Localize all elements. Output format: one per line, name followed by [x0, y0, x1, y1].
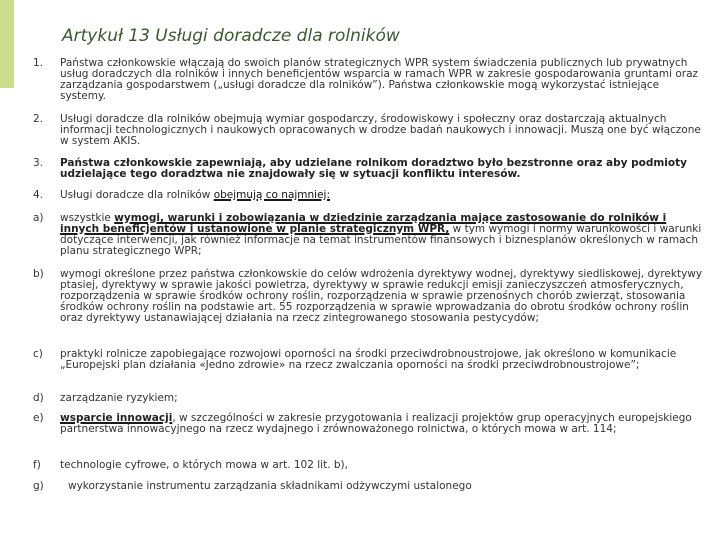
page-title: Artykuł 13 Usługi doradcze dla rolników — [62, 26, 400, 46]
paragraph-number: d) — [33, 392, 44, 404]
paragraph-text: wykorzystanie instrumentu zarządzania składnikami odżywczymi ustalonego — [68, 480, 472, 492]
paragraph-b — [33, 269, 703, 324]
paragraph-3 — [33, 158, 703, 180]
paragraph-text: wszystkie wymogi, warunki i zobowiązania w dziedzinie zarządzania mające zastosowanie do rolników i innych beneficjentów i ustanowione w planie strategicznym WPR, w tym wymogi i normy warunkowości i warunki dotyczące interwencji, jak również informacje na temat instrumentów finansowych i biznesplanów określonych w ramach planu strategicznego WPR; — [60, 212, 702, 257]
paragraph-number: 3. — [33, 157, 44, 169]
underlined-phrase: wsparcie innowacji — [60, 412, 173, 424]
paragraph-number: 1. — [33, 57, 44, 69]
paragraph-number: 4. — [33, 189, 44, 201]
paragraph-text: technologie cyfrowe, o których mowa w art. 102 lit. b), — [60, 459, 348, 471]
paragraph-2 — [33, 114, 703, 147]
paragraph-text: Państwa członkowskie włączają do swoich planów strategicznych WPR system świadczenia publicznych lub prywatnych usług doradczych dla rolników i innych beneficjentów wsparcia w ramach WPR w zakresie gospodarowania gruntami oraz zarządzania gospodarstwem („usługi doradcze dla rolników”). Państwa członkowskie mogą wykorzystać istniejące systemy. — [60, 57, 699, 102]
paragraph-number: b) — [33, 268, 44, 280]
paragraph-c — [33, 349, 703, 371]
underlined-phrase: obejmują co najmniej: — [213, 189, 331, 201]
paragraph-text: wsparcie innowacji, w szczególności w zakresie przygotowania i realizacji projektów grup operacyjnych europejskiego partnerstwa innowacyjnego na rzecz wydajnego i zrównoważonego rolnictwa, o których mowa w art. 114; — [60, 412, 692, 435]
decorative-bar — [0, 0, 14, 88]
paragraph-a — [33, 213, 703, 257]
paragraph-text: zarządzanie ryzykiem; — [60, 392, 178, 404]
paragraph-d — [33, 393, 703, 404]
paragraph-4 — [33, 190, 703, 201]
paragraph-f — [33, 460, 703, 471]
paragraph-number: a) — [33, 212, 44, 224]
underlined-phrase: wymogi, warunki i zobowiązania w dziedzinie zarządzania mające zastosowanie do rolników i innych beneficjentów i ustanowione w planie strategicznym WPR, — [60, 212, 667, 235]
paragraph-text: Państwa członkowskie zapewniają, aby udzielane rolnikom doradztwo było bezstronne oraz aby podmioty udzielające tego doradztwa nie znajdowały się w sytuacji konfliktu interesów. — [60, 157, 687, 180]
paragraph-number: g) — [33, 480, 44, 492]
paragraph-g — [33, 481, 703, 492]
paragraph-text: wymogi określone przez państwa członkowskie do celów wdrożenia dyrektywy wodnej, dyrektywy siedliskowej, dyrektywy ptasiej, dyrektywy w sprawie jakości powietrza, dyrektywy w sprawie redukcji emisji zanieczyszczeń atmosferycznych, rozporządzenia w sprawie środków ochrony roślin, rozporządzenia w sprawie przenośnych chorób zwierząt, stosowania środków ochrony roślin na podstawie art. 55 rozporządzenia w sprawie wprowadzania do obrotu środków ochrony roślin oraz dyrektywy ustanawiającej działania na rzecz zintegrowanego stosowania pestycydów; — [60, 268, 703, 324]
paragraph-1 — [33, 58, 703, 102]
paragraph-text: praktyki rolnicze zapobiegające rozwojowi oporności na środki przeciwdrobnoustrojowe, jak określono w komunikacie „Europejski plan działania «Jedno zdrowie» na rzecz zwalczania oporności na środki przeciwdrobnoustrojowe”; — [60, 348, 677, 371]
paragraph-e — [33, 413, 703, 435]
paragraph-text: Usługi doradcze dla rolników obejmują wymiar gospodarczy, środowiskowy i społeczny oraz dostarczają aktualnych informacji technologicznych i naukowych opracowanych w drodze badań naukowych i innowacji. Muszą one być włączone w system AKIS. — [60, 113, 701, 147]
paragraph-number: c) — [33, 348, 43, 360]
paragraph-text: Usługi doradcze dla rolników obejmują co najmniej: — [60, 189, 331, 201]
paragraph-number: e) — [33, 412, 44, 424]
paragraph-number: f) — [33, 459, 41, 471]
paragraph-number: 2. — [33, 113, 44, 125]
